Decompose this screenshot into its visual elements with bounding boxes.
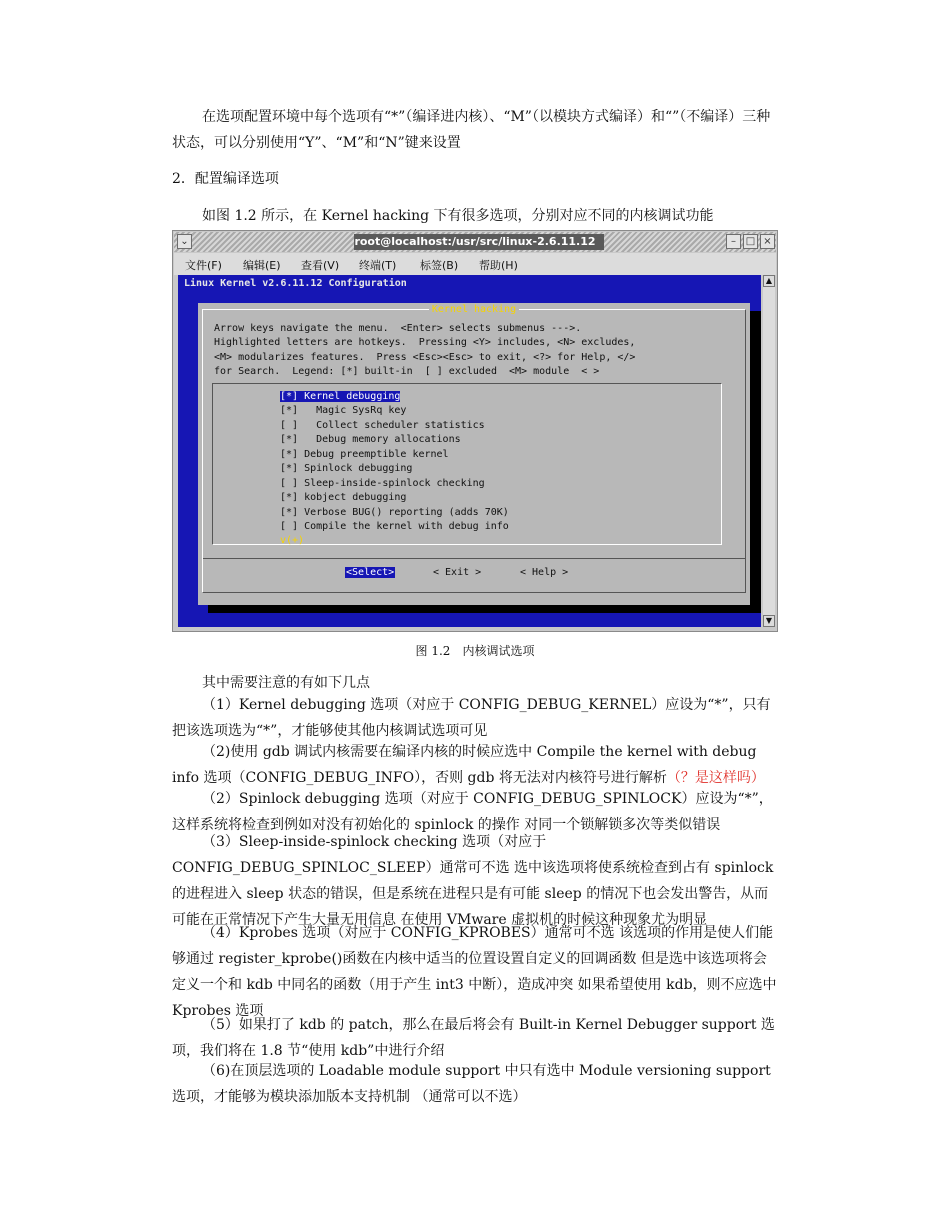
select-button[interactable]: <Select> — [346, 567, 395, 578]
notes-intro: 其中需要注意的有如下几点 — [202, 675, 370, 691]
option-text: [ ] Sleep-inside-spinlock checking — [280, 478, 485, 489]
option-text: [ ] Compile the kernel with debug info — [280, 521, 509, 532]
config-title: Linux Kernel v2.6.11.12 Configuration — [184, 278, 407, 289]
button-separator — [203, 558, 745, 559]
help-button[interactable]: < Help > — [520, 567, 569, 578]
note-3: （3）Sleep-inside-spinlock checking 选项（对应于 CONFIG_DEBUG_SPINLOC_SLEEP）通常可不选 选中该选项将使系统检查到占有 spinlock 的进程进入 sleep 状态的错误，但是系统在进程只是有可能 sleep 的情况下也会发出警告，从而可能在正常情况下产生大量无用信息 在使用 VMware 虚拟机的时候这种现象尤为明显 — [172, 834, 774, 928]
option-text: [*] Verbose BUG() reporting (adds 70K) — [280, 507, 509, 518]
option-text: [*] Debug preemptible kernel — [280, 449, 449, 460]
option-sleep-spinlock[interactable] — [280, 478, 485, 489]
option-text: [*] kobject debugging — [280, 492, 407, 503]
option-verbose-bug[interactable] — [280, 507, 509, 518]
menu-view[interactable]: 查看(V) — [301, 259, 340, 272]
window-titlebar[interactable] — [174, 232, 776, 252]
note-4: （4）Kprobes 选项（对应于 CONFIG_KPROBES）通常可不选 该选项的作用是使人们能够通过 register_kprobe()函数在内核中适当的位置设置自定义的回调函数 但是选中该选项将会定义一个和 kdb 中同名的函数（用于产生 int3 中断），造成冲突 如果希望使用 kdb，则不应选中 Kprobes 选项 — [172, 925, 777, 1019]
help-line: Arrow keys navigate the menu. <Enter> selects submenus --->. — [214, 323, 582, 334]
menu-edit[interactable]: 编辑(E) — [243, 259, 281, 272]
terminal-window — [172, 230, 778, 632]
option-kobject-debug[interactable] — [280, 492, 406, 503]
option-debug-info[interactable] — [280, 521, 509, 532]
option-text: [*] Magic SysRq key — [280, 405, 407, 416]
option-text: [*] Kernel debugging — [280, 391, 401, 402]
option-text: [ ] Collect scheduler statistics — [280, 420, 485, 431]
close-icon[interactable]: × — [760, 234, 775, 249]
note-2b: （2）Spinlock debugging 选项（对应于 CONFIG_DEBUG_SPINLOCK）应设为“*”，这样系统将检查到例如对没有初始化的 spinlock 的操作 对同一个锁解锁多次等类似错误 — [172, 791, 773, 833]
menu-file[interactable]: 文件(F) — [185, 259, 222, 272]
menu-tabs[interactable]: 标签(B) — [420, 259, 459, 272]
help-line: for Search. Legend: [*] built-in [ ] excluded <M> module < > — [214, 366, 600, 377]
note-2a-text: （2)使用 gdb 调试内核需要在编译内核的时候应选中 Compile the kernel with debug info 选项（CONFIG_DEBUG_INFO），否则 gdb 将无法对内核符号进行解析 — [172, 744, 757, 786]
dialog-title: Kernel hacking — [198, 304, 750, 315]
option-text: [*] Debug memory allocations — [280, 434, 461, 445]
option-kernel-debugging[interactable] — [280, 391, 400, 402]
terminal-scrollbar[interactable] — [763, 275, 775, 627]
window-menu-icon[interactable]: ⌄ — [177, 234, 192, 249]
option-debug-preempt[interactable] — [280, 449, 449, 460]
note-2-remark: （？是这样吗） — [666, 770, 765, 786]
figure-caption: 图 1.2 内核调试选项 — [415, 644, 535, 658]
option-spinlock-debug[interactable] — [280, 463, 412, 474]
paragraph-figure-ref: 如图 1.2 所示，在 Kernel hacking 下有很多选项，分别对应不同的内核调试功能 — [202, 208, 714, 224]
option-debug-mem-alloc[interactable] — [280, 434, 461, 445]
section-heading: 2．配置编译选项 — [172, 171, 279, 187]
note-1: （1）Kernel debugging 选项（对应于 CONFIG_DEBUG_KERNEL）应设为“*”，只有把该选项选为“*”，才能够使其他内核调试选项可见 — [172, 697, 771, 739]
kernel-hacking-dialog — [198, 303, 750, 605]
note-6: （6)在顶层选项的 Loadable module support 中只有选中 Module versioning support 选项，才能够为模块添加版本支持机制 （通常可以不选） — [172, 1063, 771, 1105]
option-text: [*] Spinlock debugging — [280, 463, 413, 474]
help-line: <M> modularizes features. Press <Esc><Esc> to exit, <?> for Help, </> — [214, 352, 636, 363]
menu-bar — [174, 253, 776, 275]
terminal-screen[interactable] — [178, 275, 761, 627]
maximize-icon[interactable]: □ — [743, 234, 758, 249]
help-line: Highlighted letters are hotkeys. Pressing <Y> includes, <N> excludes, — [214, 337, 636, 348]
option-sched-stats[interactable] — [280, 420, 485, 431]
option-magic-sysrq[interactable] — [280, 405, 406, 416]
more-indicator: v(+) — [280, 535, 305, 546]
note-2a — [172, 739, 778, 791]
scroll-up-icon[interactable]: ▲ — [763, 275, 775, 287]
minimize-icon[interactable]: – — [726, 234, 741, 249]
note-5: （5）如果打了 kdb 的 patch，那么在最后将会有 Built-in Kernel Debugger support 选项，我们将在 1.8 节“使用 kdb”中进行介绍 — [172, 1017, 775, 1059]
window-title: root@localhost:/usr/src/linux-2.6.11.12 — [354, 235, 596, 248]
scroll-down-icon[interactable]: ▼ — [763, 615, 775, 627]
paragraph-states: 在选项配置环境中每个选项有“*”（编译进内核）、“M”（以模块方式编译）和“”（不编译）三种状态，可以分别使用“Y”、“M”和“N”键来设置 — [172, 109, 771, 151]
menu-help[interactable]: 帮助(H) — [479, 259, 518, 272]
exit-button[interactable]: < Exit > — [433, 567, 482, 578]
menu-terminal[interactable]: 终端(T) — [359, 259, 397, 272]
